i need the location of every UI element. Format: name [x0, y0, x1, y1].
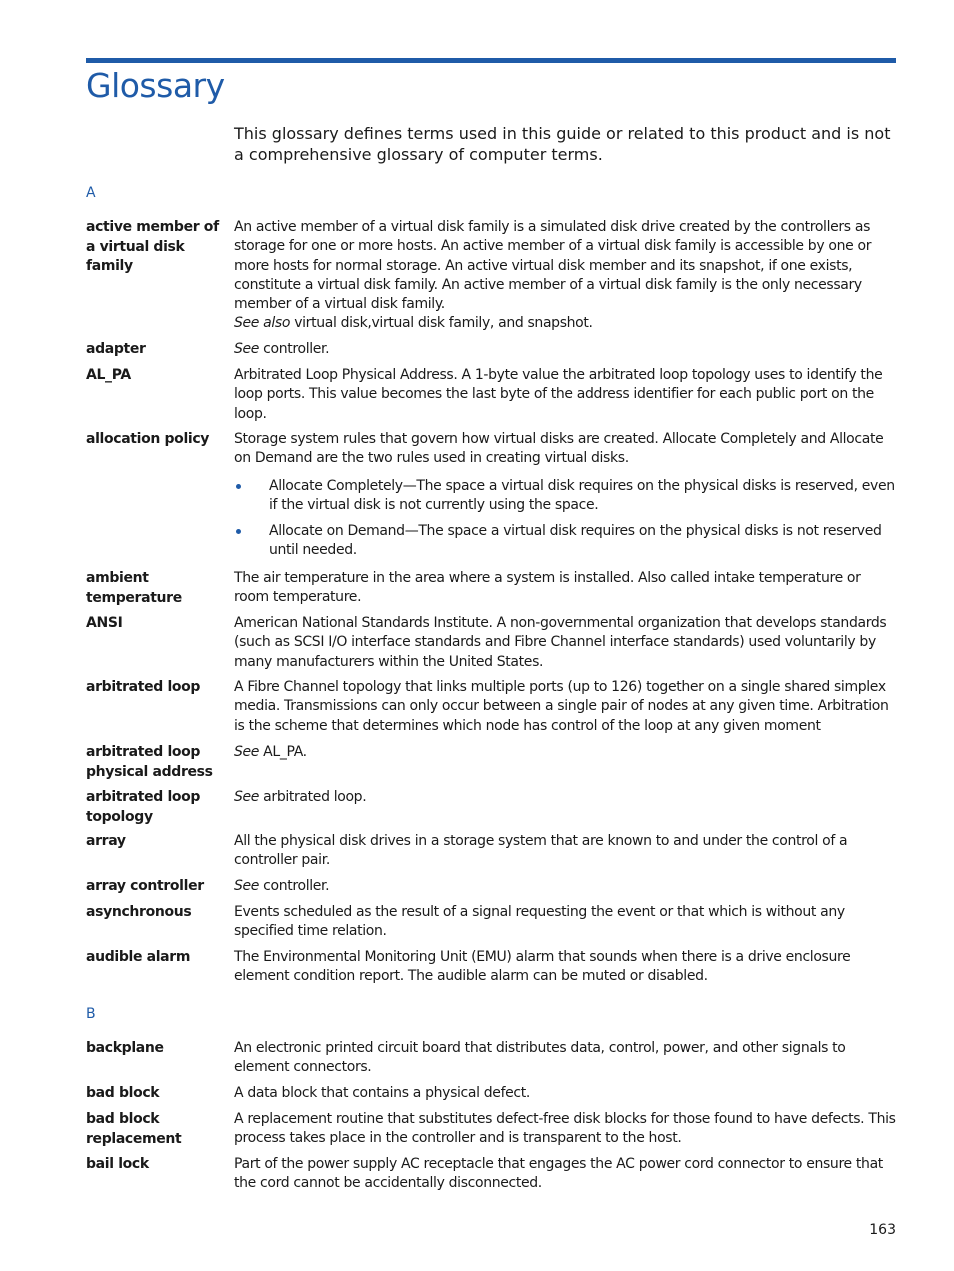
title-rule — [86, 58, 896, 63]
definition: A data block that contains a physical defect. — [234, 1085, 531, 1101]
term: allocation policy — [86, 431, 210, 447]
definition: Arbitrated Loop Physical Address. A 1-byte value the arbitrated loop topology uses to identify the loop ports. This value becomes the last byte of the address identifier for each public port on the loop. — [234, 367, 883, 422]
definition: A replacement routine that substitutes defect-free disk blocks for those found to have defects. This process takes place in the controller and is transparent to the host. — [234, 1111, 896, 1147]
term: bad block — [86, 1085, 160, 1101]
term: arbitrated loop physical address — [86, 744, 213, 780]
definition: See AL_PA. — [234, 744, 307, 760]
list-item: Allocate Completely—The space a virtual disk requires on the physical disks is reserved, even if the virtual disk is not currently using the space. — [234, 477, 896, 516]
definition: See arbitrated loop. — [234, 789, 367, 805]
section-heading-b: B — [86, 1006, 96, 1022]
bullet-icon — [236, 484, 241, 489]
term: bad block replacement — [86, 1111, 182, 1147]
bullet-icon — [236, 529, 241, 534]
definition: All the physical disk drives in a storage system that are known to and under the control of a controller pair. — [234, 833, 848, 869]
term: adapter — [86, 341, 146, 357]
term: AL_PA — [86, 367, 131, 383]
term: active member of a virtual disk family — [86, 219, 219, 274]
definition: A Fibre Channel topology that links multiple ports (up to 126) together on a single shared simplex media. Transmissions can only occur between a single pair of nodes at any given time. Arbitration is the scheme that determines which node has control of the loop at any given moment — [234, 679, 889, 734]
list-item: Allocate on Demand—The space a virtual disk requires on the physical disks is not reserved until needed. — [234, 522, 896, 561]
definition: The air temperature in the area where a system is installed. Also called intake temperature or room temperature. — [234, 570, 861, 606]
term: ambient temperature — [86, 570, 182, 606]
definition: American National Standards Institute. A non-governmental organization that develops standards (such as SCSI I/O interface standards and Fibre Channel interface standards) used voluntarily by many manufacturers within the United States. — [234, 615, 887, 670]
page-title: Glossary — [86, 66, 225, 105]
term: backplane — [86, 1040, 164, 1056]
bullet-list — [234, 477, 896, 561]
definition: Storage system rules that govern how virtual disks are created. Allocate Completely and Allocate on Demand are the two rules used in creating virtual disks. Allocate Completely—The space a virtual disk requires on the physical disks is reserved, even if the virtual disk is not currently using the space. Allocate on Demand—The space a virtual disk requires on the physical disks is not reserved until needed. — [234, 430, 896, 568]
definition: Part of the power supply AC receptacle that engages the AC power cord connector to ensure that the cord cannot be accidentally disconnected. — [234, 1156, 883, 1192]
definition: An electronic printed circuit board that distributes data, control, power, and other signals to element connectors. — [234, 1040, 846, 1076]
term: ANSI — [86, 615, 123, 631]
definition: See controller. — [234, 341, 330, 357]
page-number: 163 — [869, 1222, 896, 1238]
definition: Events scheduled as the result of a signal requesting the event or that which is without any specified time relation. — [234, 904, 845, 940]
term: arbitrated loop topology — [86, 789, 201, 825]
term: arbitrated loop — [86, 679, 201, 695]
definition: The Environmental Monitoring Unit (EMU) alarm that sounds when there is a drive enclosure element condition report. The audible alarm can be muted or disabled. — [234, 949, 851, 985]
term: audible alarm — [86, 949, 191, 965]
term: asynchronous — [86, 904, 192, 920]
term: array controller — [86, 878, 204, 894]
definition: See controller. — [234, 878, 330, 894]
section-heading-a: A — [86, 185, 96, 201]
definition: An active member of a virtual disk family is a simulated disk drive created by the controllers as storage for one or more hosts. An active member of a virtual disk family is accessible by one or more hosts for normal storage. An active virtual disk member and its snapshot, if one exists, constitute a virtual disk family. An active member of a virtual disk family is the only necessary member of a virtual disk family. See also virtual disk,virtual disk family, and snapshot. — [234, 219, 872, 332]
term: bail lock — [86, 1156, 149, 1172]
term: array — [86, 833, 126, 849]
intro-text: This glossary defines terms used in this guide or related to this product and is not a comprehensive glossary of computer terms. — [234, 124, 891, 164]
